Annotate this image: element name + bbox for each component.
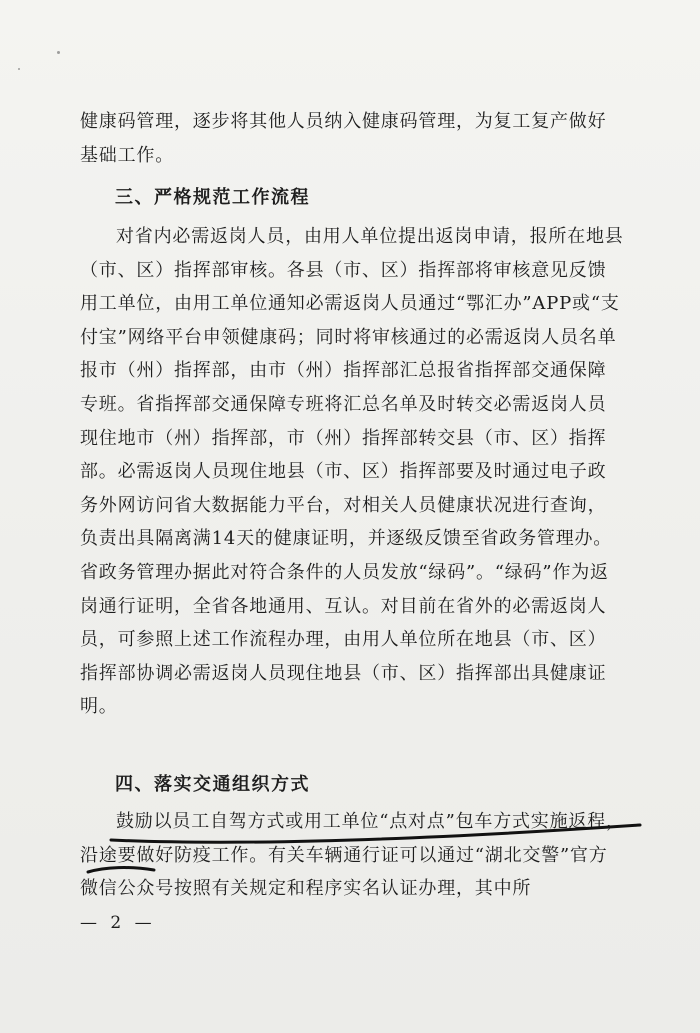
paragraph-3: 鼓励以员工自驾方式或用工单位“点对点”包车方式实施返程，沿途要做好防疫工作。有关车辆通行证可以通过“湖北交警”官方微信公众号按照有关规定和程序实名认证办理，其中所 xyxy=(80,811,625,900)
scan-speck xyxy=(18,68,20,70)
section-heading-4: 四、落实交通组织方式 xyxy=(115,774,310,795)
page-number: — 2 — xyxy=(80,913,156,933)
paragraph-1: 健康码管理，逐步将其他人员纳入健康码管理，为复工复产做好基础工作。 xyxy=(80,111,607,166)
paragraph-2: 对省内必需返岗人员，由用人单位提出返岗申请，报所在地县（市、区）指挥部审核。各县（市、区）指挥部将审核意见反馈用工单位，由用工单位通知必需返岗人员通过“鄂汇办”APP或“支付宝”网络平台申领健康码；同时将审核通过的必需返岗人员名单报市（州）指挥部，由市（州）指挥部汇总报省指挥部交通保障专班。省指挥部交通保障专班将汇总名单及时转交必需返岗人员现住地市（州）指挥部，市（州）指挥部转交县（市、区）指挥部。必需返岗人员现住地县（市、区）指挥部要及时通过电子政务外网访问省大数据能力平台，对相关人员健康状况进行查询，负责出具隔离满14天的健康证明，并逐级反馈至省政务管理办。省政务管理办据此对符合条件的人员发放“绿码”。“绿码”作为返岗通行证明，全省各地通用、互认。对目前在省外的必需返岗人员，可参照上述工作流程办理，由用人单位所在地县（市、区）指挥部协调必需返岗人员现住地县（市、区）指挥部出具健康证明。 xyxy=(80,226,624,718)
scan-speck xyxy=(57,51,60,54)
section-heading-3: 三、严格规范工作流程 xyxy=(115,187,310,208)
